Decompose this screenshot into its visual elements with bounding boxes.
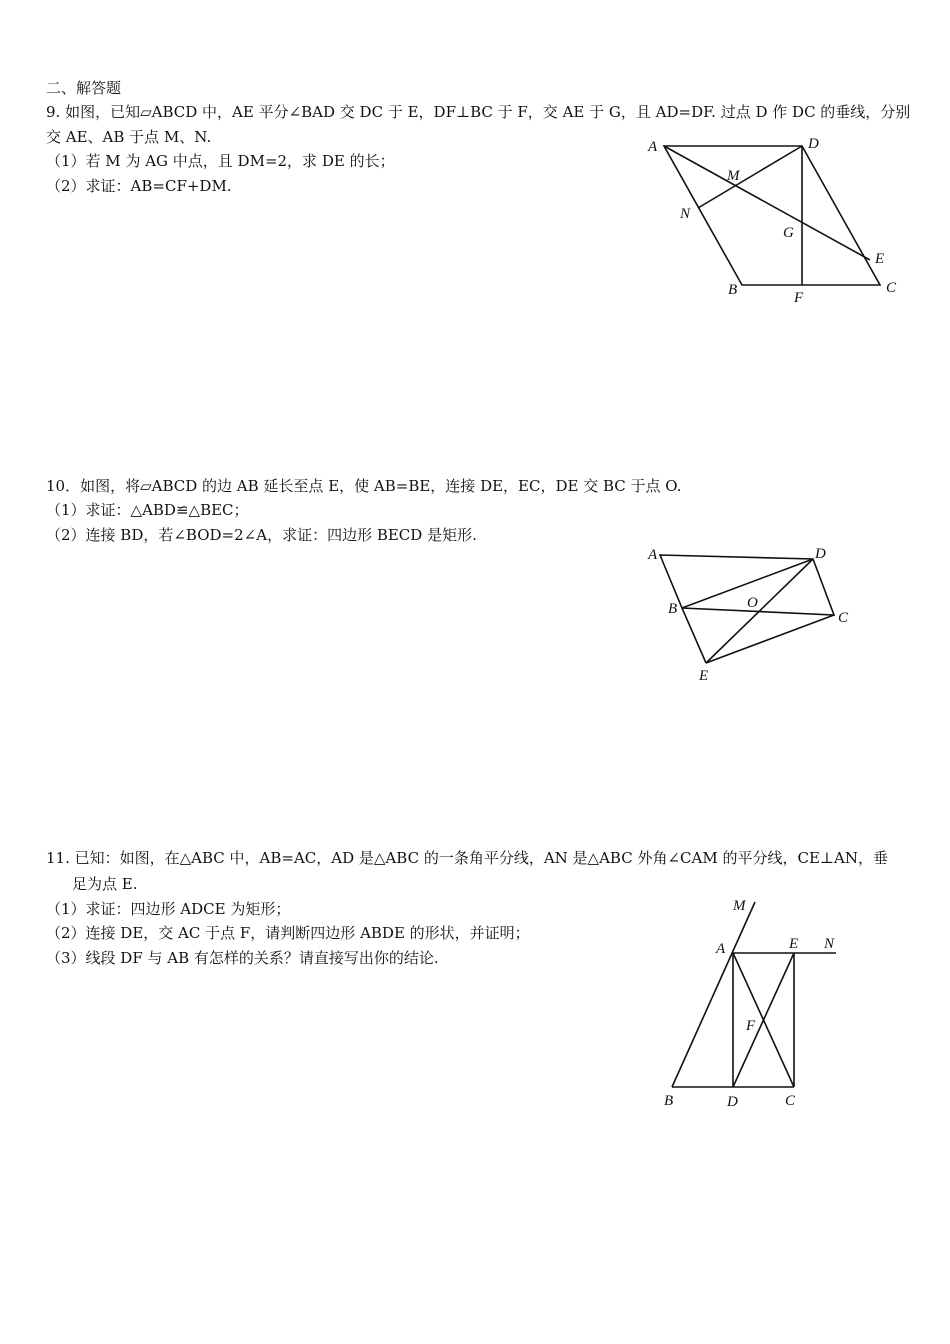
q11-label-b: B <box>664 1093 674 1109</box>
q11-label-e: E <box>789 936 799 952</box>
q11-part2: （2）连接 DE，交 AC 于点 F，请判断四边形 ABDE 的形状，并证明； <box>46 924 530 942</box>
q9-line2: 交 AE、AB 于点 M、N. <box>46 128 212 146</box>
q9-label-a: A <box>648 139 658 155</box>
q10-part1: （1）求证：△ABD≌△BEC； <box>46 501 249 519</box>
q10-label-e: E <box>699 668 709 684</box>
q11-label-f: F <box>746 1018 756 1034</box>
q9-part1: （1）若 M 为 AG 中点，且 DM=2，求 DE 的长； <box>46 152 395 170</box>
section-title: 二、解答题 <box>46 79 122 97</box>
q11-label-n: N <box>824 936 835 952</box>
q10-label-o: O <box>747 595 758 611</box>
q10-label-c: C <box>838 610 849 626</box>
q11-label-m: M <box>733 898 746 914</box>
q9-label-b: B <box>728 282 738 298</box>
q9-label-g: G <box>783 225 794 241</box>
q9-label-f: F <box>794 290 804 306</box>
q9-part2: （2）求证：AB=CF+DM. <box>46 177 232 195</box>
q9-label-d: D <box>808 136 819 152</box>
q10-label-a: A <box>648 547 658 563</box>
q10-part2: （2）连接 BD，若∠BOD=2∠A，求证：四边形 BECD 是矩形. <box>46 526 477 544</box>
q11-part1: （1）求证：四边形 ADCE 为矩形； <box>46 900 291 918</box>
q9-label-n: N <box>680 206 691 222</box>
q10-line1: 10．如图，将▱ABCD 的边 AB 延长至点 E，使 AB=BE，连接 DE，EC，DE 交 BC 于点 O. <box>46 477 682 495</box>
q11-label-c: C <box>785 1093 796 1109</box>
q11-segment-bm <box>672 902 755 1087</box>
q9-label-c: C <box>886 280 897 296</box>
q11-label-d: D <box>727 1094 738 1110</box>
q10-label-d: D <box>815 546 826 562</box>
q9-label-e: E <box>875 251 885 267</box>
q10-label-b: B <box>668 601 678 617</box>
q9-line1: 9. 如图，已知▱ABCD 中，AE 平分∠BAD 交 DC 于 E，DF⊥BC 于 F，交 AE 于 G，且 AD=DF. 过点 D 作 DC 的垂线，分别 <box>46 103 911 121</box>
q11-line2: 足为点 E. <box>72 875 138 893</box>
q11-line1: 11. 已知：如图，在△ABC 中，AB=AC，AD 是△ABC 的一条角平分线，AN 是△ABC 外角∠CAM 的平分线，CE⊥AN，垂 <box>46 849 888 867</box>
q9-label-m: M <box>727 168 740 184</box>
q11-part3: （3）线段 DF 与 AB 有怎样的关系？请直接写出你的结论. <box>46 949 439 967</box>
q11-label-a: A <box>716 941 726 957</box>
